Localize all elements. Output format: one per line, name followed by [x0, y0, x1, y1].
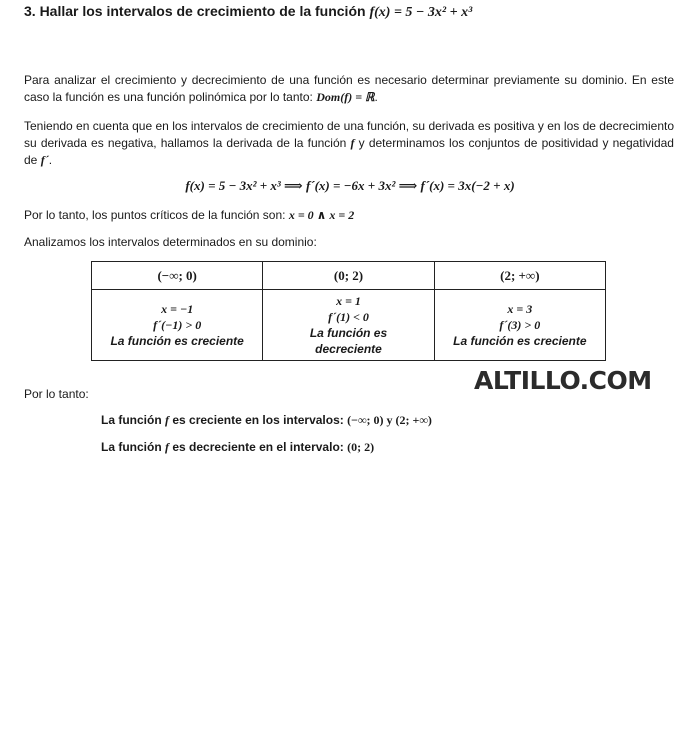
derivative-symbol: f´	[40, 153, 49, 167]
table-header-cell: (2; +∞)	[434, 262, 605, 290]
table-cell	[434, 290, 605, 361]
domain-paragraph-end: .	[374, 90, 378, 104]
critical-points-text: Por lo tanto, los puntos críticos de la función son:	[24, 208, 286, 222]
table-cell	[92, 290, 263, 361]
result-decreasing-text: La función	[101, 440, 162, 454]
derivative-paragraph-text-2: y determinamos los conjuntos de positividad y negatividad de	[24, 136, 674, 167]
table-header-row	[92, 262, 606, 290]
critical-points-values: x = 0 ∧ x = 2	[288, 208, 355, 222]
derivative-sign: f´(1) < 0	[328, 310, 369, 324]
derivative-sign: f´(−1) > 0	[153, 318, 202, 332]
result-increasing	[101, 413, 432, 428]
domain-formula: Dom(f) = ℝ	[316, 90, 375, 104]
increasing-intervals: (−∞; 0) y (2; +∞)	[347, 413, 432, 427]
critical-points-line	[24, 207, 674, 224]
table-header-cell: (−∞; 0)	[92, 262, 263, 290]
function-symbol: f	[165, 440, 170, 454]
conclusion-text-2: decreciente	[315, 342, 382, 356]
derivative-paragraph-end: .	[48, 153, 53, 167]
decreasing-interval: (0; 2)	[347, 440, 375, 454]
heading-formula: f(x) = 5 − 3x² + x³	[369, 5, 473, 20]
altillo-logo: ALTILLO.COM	[474, 366, 652, 395]
table-header-cell: (0; 2)	[263, 262, 434, 290]
heading-text: 3. Hallar los intervalos de crecimiento de la función	[24, 3, 366, 19]
test-point: x = 1	[336, 294, 361, 308]
result-decreasing	[101, 440, 374, 455]
function-symbol: f	[350, 136, 355, 150]
table-cell	[263, 290, 434, 361]
derivative-paragraph	[24, 118, 674, 169]
test-point: x = −1	[161, 302, 194, 316]
analysis-intro: Analizamos los intervalos determinados en su dominio:	[24, 235, 317, 249]
derivative-paragraph-text: Teniendo en cuenta que en los intervalos de crecimiento de una función, su derivada es positiva y en los de decrecimiento su derivada es negativa, hallamos la derivada de la función	[24, 119, 674, 150]
conclusion-text: La función es creciente	[110, 334, 244, 348]
test-point: x = 3	[507, 302, 533, 316]
table-row	[92, 290, 606, 361]
derivative-sign: f´(3) > 0	[499, 318, 541, 332]
exercise-heading	[24, 3, 472, 21]
result-decreasing-text-2: es decreciente en el intervalo:	[172, 440, 344, 454]
result-increasing-text: La función	[101, 413, 162, 427]
domain-paragraph-text: Para analizar el crecimiento y decrecimiento de una función es necesario determinar previamente su dominio. En este caso la función es una función polinómica por lo tanto:	[24, 73, 674, 104]
intervals-table	[91, 261, 606, 361]
conclusion-text: La función es	[309, 326, 388, 340]
domain-paragraph	[24, 72, 674, 106]
function-symbol: f	[165, 413, 170, 427]
derivative-equation: f(x) = 5 − 3x² + x³ ⟹ f´(x) = −6x + 3x² ⟹ f´(x) = 3x(−2 + x)	[185, 178, 515, 193]
therefore-text: Por lo tanto:	[24, 387, 89, 401]
conclusion-text: La función es creciente	[453, 334, 587, 348]
result-increasing-text-2: es creciente en los intervalos:	[172, 413, 344, 427]
